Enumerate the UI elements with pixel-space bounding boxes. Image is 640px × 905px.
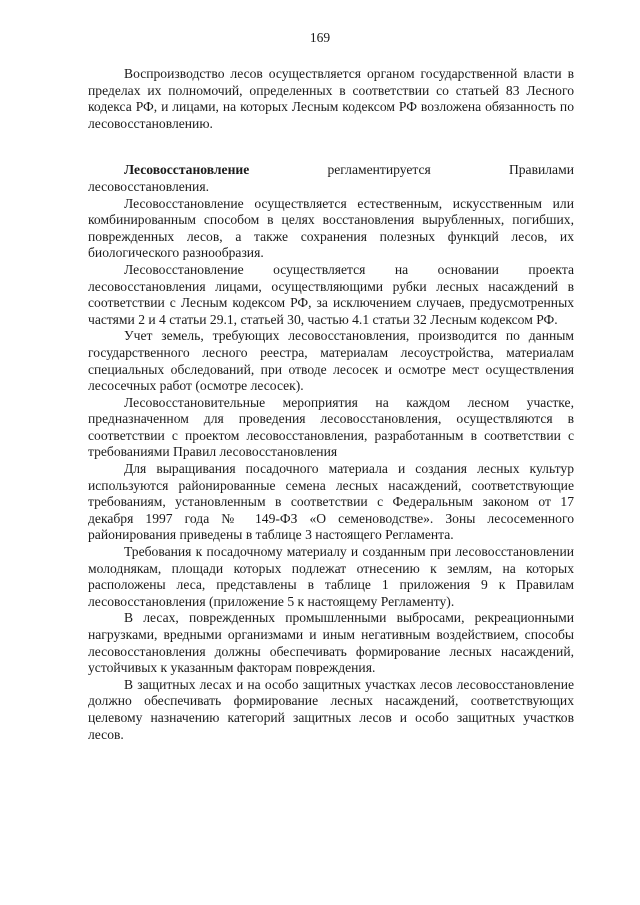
paragraph-measures: Лесовосстановительные мероприятия на каждом лесном участке, предназначенном для проведения лесовосстановления, осуществляются в соответствии с проектом лесовосстановления, разработанным в соответствии с требованиями Правил лесовосстановления (88, 394, 574, 460)
heading-word-rules: Правилами (508, 162, 574, 178)
page-number: 169 (309, 30, 331, 45)
document-body (88, 66, 574, 743)
heading-word-regulated: регламентируется (327, 162, 431, 178)
paragraph-land-accounting: Учет земель, требующих лесовосстановления, производится по данным государственного лесного реестра, материалам лесоустройства, материалам специальных обследований, при отводе лесосек и осмотре мест осуществления лесосечных работ (осмотре лесосек). (88, 328, 574, 394)
paragraph-protective-forests: В защитных лесах и на особо защитных участках лесов лесовосстановление должно обеспечивать формирование лесных насаждений, соответствующих целевому назначению категорий защитных лесов и особо защитных участков лесов. (88, 676, 574, 742)
heading-continuation: лесовосстановления. (88, 178, 209, 194)
paragraph-planting-material: Для выращивания посадочного материала и создания лесных культур используются районированные семена лесных насаждений, соответствующие требованиям, установленным в соответствии с Федеральным законом от 17 декабря 1997 года № 149-ФЗ «О семеноводстве». Зоны лесосеменного районирования приведены в таблице 3 настоящего Регламента. (88, 461, 574, 543)
paragraph-reproduction: Воспроизводство лесов осуществляется органом государственной власти в пределах их полномочий, определенных в соответствии со статьей 83 Лесного кодекса РФ, и лицами, на которых Лесным кодексом РФ возложена обязанность по лесовосстановлению. (88, 66, 574, 131)
paragraph-methods: Лесовосстановление осуществляется естественным, искусственным или комбинированным способом в целях восстановления вырубленных, погибших, поврежденных лесов, а также сохранения полезных функций лесов, их биологического разнообразия. (88, 195, 574, 261)
paragraph-project-basis: Лесовосстановление осуществляется на основании проекта лесовосстановления лицами, осуществляющими рубки лесных насаждений в соответствии с Лесным кодексом РФ, за исключением случаев, предусмотренных частями 2 и 4 статьи 29.1, статьей 30, частью 4.1 статьи 32 Лесным кодексом РФ. (88, 261, 574, 327)
paragraph-damaged-forests: В лесах, поврежденных промышленными выбросами, рекреационными нагрузками, вредными организмами и иным негативным воздействием, способы лесовосстановления должны обеспечивать формирование лесных насаждений, устойчивых к указанным факторам повреждения. (88, 610, 574, 676)
reforestation-heading-line (88, 162, 574, 179)
paragraph-gap (88, 132, 574, 162)
paragraph-requirements: Требования к посадочному материалу и созданным при лесовосстановлении молоднякам, площади которых подлежат отнесению к землям, на которых расположены леса, представлены в таблице 1 приложения 9 к Правилам лесовосстановления (приложение 5 к настоящему Регламенту). (88, 544, 574, 609)
reforestation-heading: Лесовосстановление (124, 162, 250, 178)
